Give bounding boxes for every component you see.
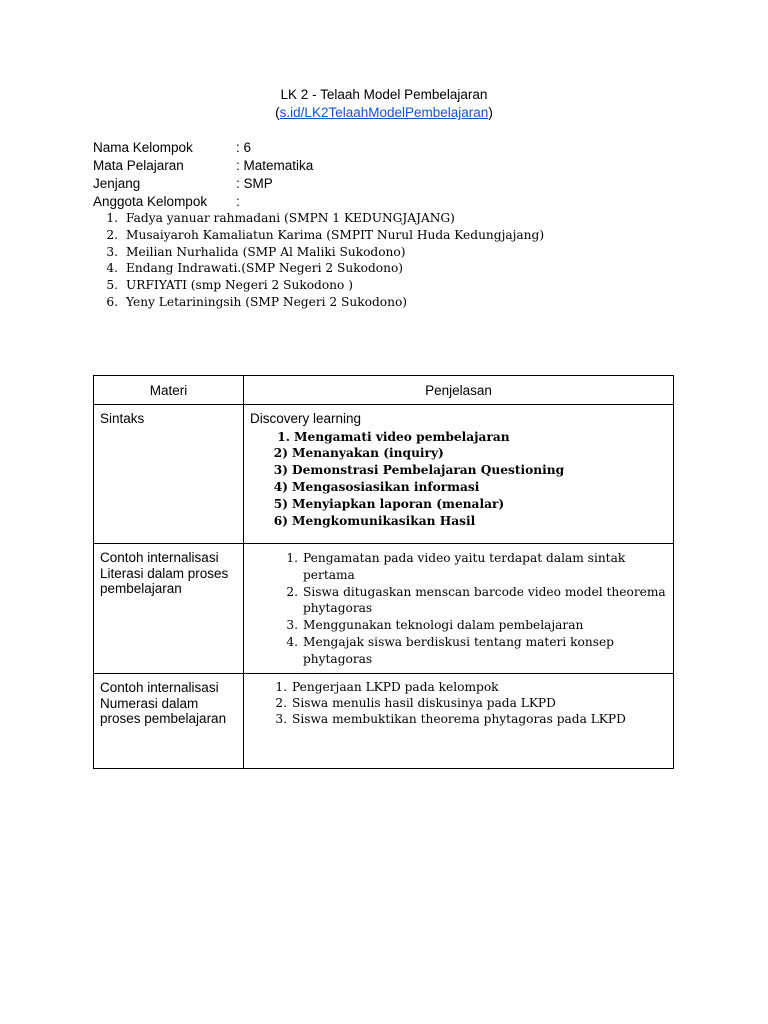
list-number: 1. [275, 680, 287, 694]
info-label: Jenjang [93, 176, 141, 191]
list-item [93, 277, 693, 294]
list-item [244, 696, 673, 712]
column-header-materi: Materi [94, 376, 244, 405]
item-text: Siswa menulis hasil diskusinya pada LKPD [292, 695, 556, 710]
list-item [250, 479, 667, 496]
list-number: 1. [106, 211, 118, 225]
info-value: : 6 [236, 140, 252, 155]
document-link[interactable]: s.id/LK2TelaahModelPembelajaran [279, 105, 489, 120]
step-text: Mengkomunikasikan Hasil [292, 514, 476, 529]
row-label-numerasi: Contoh internalisasi Numerasi dalam proses pembelajaran [94, 674, 244, 769]
item-text: Pengamatan pada video yaitu terdapat dalam sintak pertama [303, 551, 626, 582]
row-content-sintaks [244, 405, 674, 544]
list-number: 2. [275, 695, 287, 710]
step-text: Mengamati video pembelajaran [294, 429, 510, 444]
item-text: Pengerjaan LKPD pada kelompok [292, 680, 499, 694]
info-label: Anggota Kelompok [93, 194, 208, 209]
list-number: 2) [273, 446, 288, 461]
list-number: 2. [286, 584, 298, 599]
member-name: Meilian Nurhalida (SMP Al Maliki Sukodono) [126, 244, 406, 259]
member-list [93, 210, 693, 311]
list-item [250, 496, 667, 513]
syntax-steps [250, 429, 667, 530]
member-name: Fadya yanuar rahmadani (SMPN 1 KEDUNGJAJANG) [126, 211, 455, 225]
step-text: Menanyakan (inquiry) [292, 446, 444, 461]
table-row [94, 674, 674, 769]
info-value: : Matematika [236, 158, 314, 173]
list-number: 4) [273, 480, 288, 495]
list-item [244, 712, 673, 728]
list-number: 1. [286, 551, 298, 565]
list-item [93, 210, 693, 227]
info-row-level [93, 175, 693, 193]
list-number: 4. [286, 634, 298, 649]
link-close-paren: ) [488, 105, 493, 120]
info-value: : SMP [236, 176, 273, 191]
member-name: URFIYATI (smp Negeri 2 Sukodono ) [126, 278, 354, 293]
row-content-numerasi [244, 674, 674, 769]
info-value: : [236, 194, 240, 209]
document-link-line [0, 104, 768, 122]
row-label-sintaks: Sintaks [94, 405, 244, 544]
list-item [250, 513, 667, 530]
list-item [93, 294, 693, 311]
row-label-literasi: Contoh internalisasi Literasi dalam proses pembelajaran [94, 544, 244, 674]
list-number: 3. [106, 244, 118, 259]
column-header-penjelasan: Penjelasan [244, 376, 674, 405]
list-number: 3. [275, 711, 287, 726]
info-row-subject [93, 157, 693, 175]
list-number: 4. [106, 261, 118, 276]
member-name: Yeny Letariningsih (SMP Negeri 2 Sukodono) [126, 294, 408, 309]
member-name: Musaiyaroh Kamaliatun Karima (SMPIT Nurul Huda Kedungjajang) [126, 227, 545, 242]
explanation-table [93, 375, 674, 769]
document-title: LK 2 - Telaah Model Pembelajaran [280, 87, 488, 102]
document-header [0, 86, 768, 122]
list-number: 3) [273, 463, 288, 478]
list-item [244, 680, 673, 696]
row-content-literasi [244, 544, 674, 674]
link-open-paren: ( [275, 105, 280, 120]
item-text: Mengajak siswa berdiskusi tentang materi konsep phytagoras [303, 634, 614, 666]
step-text: Mengasosiasikan informasi [292, 480, 480, 495]
item-text: Menggunakan teknologi dalam pembelajaran [303, 618, 584, 633]
info-row-group-name [93, 139, 693, 157]
step-text: Menyiapkan laporan (menalar) [292, 497, 505, 512]
table-row [94, 405, 674, 544]
list-item [250, 445, 667, 462]
list-number: 2. [106, 227, 118, 242]
list-number: 3. [286, 618, 298, 633]
list-item [244, 584, 673, 618]
item-text: Siswa membuktikan theorema phytagoras pada LKPD [292, 711, 626, 726]
step-text: Demonstrasi Pembelajaran Questioning [292, 463, 565, 478]
info-label: Mata Pelajaran [93, 158, 184, 173]
list-item [93, 227, 693, 244]
member-name: Endang Indrawati.(SMP Negeri 2 Sukodono) [126, 261, 404, 276]
list-item [250, 462, 667, 479]
list-item [93, 260, 693, 277]
info-label: Nama Kelompok [93, 140, 193, 155]
list-number: 5) [273, 497, 288, 512]
list-item [244, 550, 673, 584]
list-number: 5. [106, 278, 118, 293]
model-name: Discovery learning [250, 411, 362, 426]
list-number: 6) [273, 514, 288, 529]
table-row [94, 544, 674, 674]
list-item [244, 617, 673, 634]
list-number: 6. [106, 294, 118, 309]
list-item [93, 244, 693, 261]
info-row-members [93, 193, 693, 211]
item-text: Siswa ditugaskan menscan barcode video model theorema phytagoras [303, 584, 666, 616]
list-item [250, 429, 667, 446]
list-item [244, 634, 673, 668]
group-info [93, 139, 693, 211]
list-number: 1. [277, 429, 290, 444]
table-header-row [94, 376, 674, 405]
